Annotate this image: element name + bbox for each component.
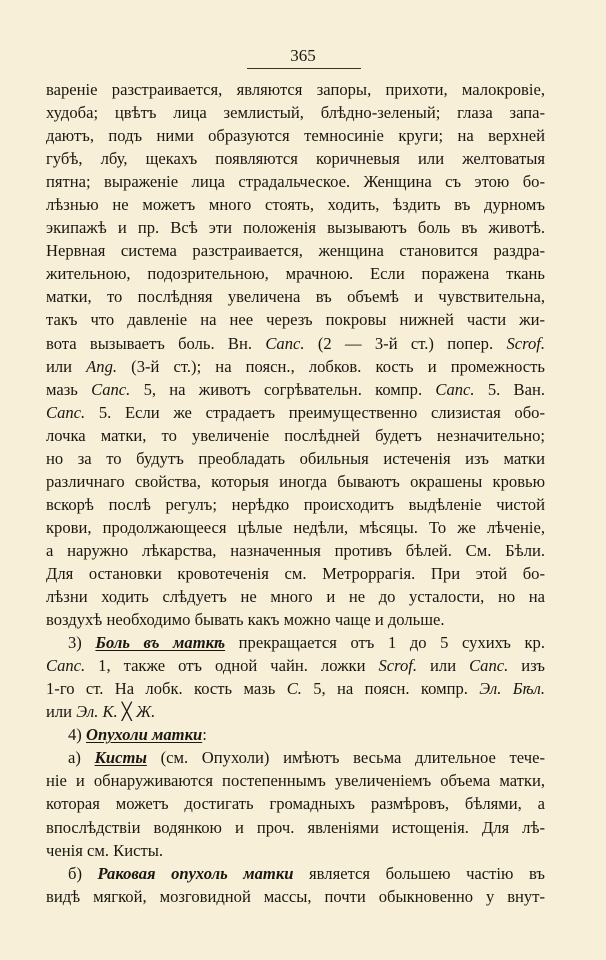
text-line <box>46 124 545 147</box>
text-run: а наружно лѣкарства, назначенныя противъ бѣлей. См. Бѣли. <box>46 540 545 560</box>
text-line <box>46 285 545 308</box>
text-line <box>46 816 545 839</box>
text-run: 5. Ван. <box>474 379 545 399</box>
text-run: б) <box>68 863 98 883</box>
text-run: видѣ мягкой, мозговидной массы, почти обыкновенно у внут- <box>46 886 545 906</box>
text-run: но за то будутъ преобладать обильныя истеченія изъ матки <box>46 448 545 468</box>
emphasized-text: Canc. <box>91 379 131 399</box>
text-line <box>46 654 545 677</box>
text-run: лѣзни ходить слѣдуетъ не много и не до усталости, но на <box>46 587 545 607</box>
emphasized-text: Раковая опухоль матки <box>97 863 294 883</box>
text-line <box>46 470 545 493</box>
text-line <box>46 746 545 769</box>
emphasized-text: Эл. Бѣл. <box>479 679 545 699</box>
text-line <box>46 885 545 908</box>
text-line <box>46 239 545 262</box>
text-run: ніе и обнаруживаются постепеннымъ увеличеніемъ объема матки, <box>46 771 545 791</box>
text-run: или <box>46 702 77 722</box>
text-line <box>46 839 545 862</box>
text-run: экипажѣ и пр. Всѣ эти положенія вызываютъ боль въ животѣ. <box>46 218 545 238</box>
text-line <box>46 447 545 470</box>
text-line <box>46 792 545 815</box>
emphasized-text: Canc. <box>469 656 509 676</box>
text-line <box>46 862 545 885</box>
emphasized-text: Scrof. <box>378 656 418 676</box>
text-run: а) <box>68 748 95 768</box>
text-run: или <box>46 356 87 376</box>
text-run: воздухѣ необходимо бывать какъ можно чаще и дольше. <box>46 610 445 630</box>
emphasized-text: Scrof. <box>506 333 545 353</box>
text-run: (см. Опухоли) имѣютъ весьма длительное тече- <box>146 748 545 768</box>
text-line <box>46 769 545 792</box>
text-run: ченія см. Кисты. <box>46 840 164 860</box>
text-line <box>46 308 545 331</box>
text-line <box>46 608 545 631</box>
page-number-rule <box>247 68 361 69</box>
text-run: является большею частію въ <box>293 863 545 883</box>
text-line <box>46 723 545 746</box>
text-line <box>46 262 545 285</box>
emphasized-text: С. <box>286 679 302 699</box>
text-line <box>46 216 545 239</box>
text-run: изъ <box>508 656 545 676</box>
text-run: которая можетъ достигать громадныхъ размѣровъ, бѣлями, а <box>46 794 545 814</box>
emphasized-text: Боль въ маткѣ <box>95 633 226 653</box>
text-run: 4) <box>68 725 86 745</box>
text-run: вота вызываетъ боль. Вн. <box>46 333 266 353</box>
text-run: губѣ, лбу, щекахъ появляются коричневыя или желтоватыя <box>46 149 545 169</box>
text-line <box>46 562 545 585</box>
emphasized-text: Canc. <box>435 379 475 399</box>
text-run: лочка матки, то увеличеніе послѣдней будетъ незначительно; <box>46 425 545 445</box>
text-line <box>46 631 545 654</box>
text-run: лѣзнью не можетъ много стоять, ходить, ѣздить въ дурномъ <box>46 195 545 215</box>
text-run: жительною, подозрительною, мрачною. Если поражена ткань <box>46 264 545 284</box>
text-line <box>46 539 545 562</box>
text-line <box>46 332 545 355</box>
text-line <box>46 424 545 447</box>
body-text <box>46 78 545 908</box>
text-run: Нервная система разстраивается, женщина становится раздра- <box>46 241 545 261</box>
page-number: 365 <box>290 46 316 65</box>
text-run: 5, на поясн. компр. <box>301 679 480 699</box>
text-line <box>46 170 545 193</box>
emphasized-text: Опухоли матки <box>85 725 203 745</box>
text-line <box>46 355 545 378</box>
emphasized-text: Эл. К. ╳ Ж. <box>76 702 156 722</box>
text-run: матки, то послѣдняя увеличена въ объемѣ и чувствительна, <box>46 287 545 307</box>
text-run: мазь <box>46 379 92 399</box>
text-run: впослѣдствіи водянкою и проч. явленіями истощенія. Для лѣ- <box>46 817 545 837</box>
text-line <box>46 585 545 608</box>
text-run: (3-й ст.); на поясн., лобков. кость и промежность <box>117 356 545 376</box>
text-run: пятна; выраженіе лица страдальческое. Женщина съ этою бо- <box>46 172 545 192</box>
text-line <box>46 700 545 723</box>
text-run: или <box>417 656 470 676</box>
text-line <box>46 493 545 516</box>
emphasized-text: Кисты <box>94 748 147 768</box>
text-line <box>46 401 545 424</box>
text-run: 1-го ст. На лобк. кость мазь <box>46 679 287 699</box>
emphasized-text: Ang. <box>86 356 118 376</box>
text-line <box>46 101 545 124</box>
text-line <box>46 78 545 101</box>
text-run: 3) <box>68 633 96 653</box>
text-run: даютъ, подъ ними образуются темносиніе круги; на верхней <box>46 126 545 146</box>
text-line <box>46 516 545 539</box>
emphasized-text: Canc. <box>46 402 86 422</box>
emphasized-text: Canc. <box>46 656 86 676</box>
text-run: (2 — 3-й ст.) попер. <box>304 333 507 353</box>
text-run: прекращается отъ 1 до 5 сухихъ кр. <box>225 633 545 653</box>
emphasized-text: Canc. <box>265 333 305 353</box>
text-line <box>46 677 545 700</box>
text-run: 1, также отъ одной чайн. ложки <box>85 656 379 676</box>
text-run: такъ что давленіе на нее черезъ покровы нижней части жи- <box>46 310 545 330</box>
text-run: 5. Если же страдаетъ преимущественно слизистая обо- <box>85 402 545 422</box>
text-run: : <box>202 725 207 745</box>
text-run: различнаго свойства, которыя иногда бываютъ окрашены кровью <box>46 471 545 491</box>
text-run: 5, на животъ согрѣвательн. компр. <box>130 379 436 399</box>
text-run: худоба; цвѣтъ лица землистый, блѣдно-зеленый; глаза запа- <box>46 103 545 123</box>
text-run: крови, продолжающееся цѣлые недѣли, мѣсяцы. То же лѣченіе, <box>46 517 545 537</box>
text-run: вареніе разстраивается, являются запоры, прихоти, малокровіе, <box>46 80 545 99</box>
text-run: Для остановки кровотеченія см. Метроррагія. При этой бо- <box>46 563 545 583</box>
text-line <box>46 378 545 401</box>
text-run: вскорѣ послѣ регулъ; нерѣдко происходитъ выдѣленіе чистой <box>46 494 545 514</box>
text-line <box>46 193 545 216</box>
text-line <box>46 147 545 170</box>
